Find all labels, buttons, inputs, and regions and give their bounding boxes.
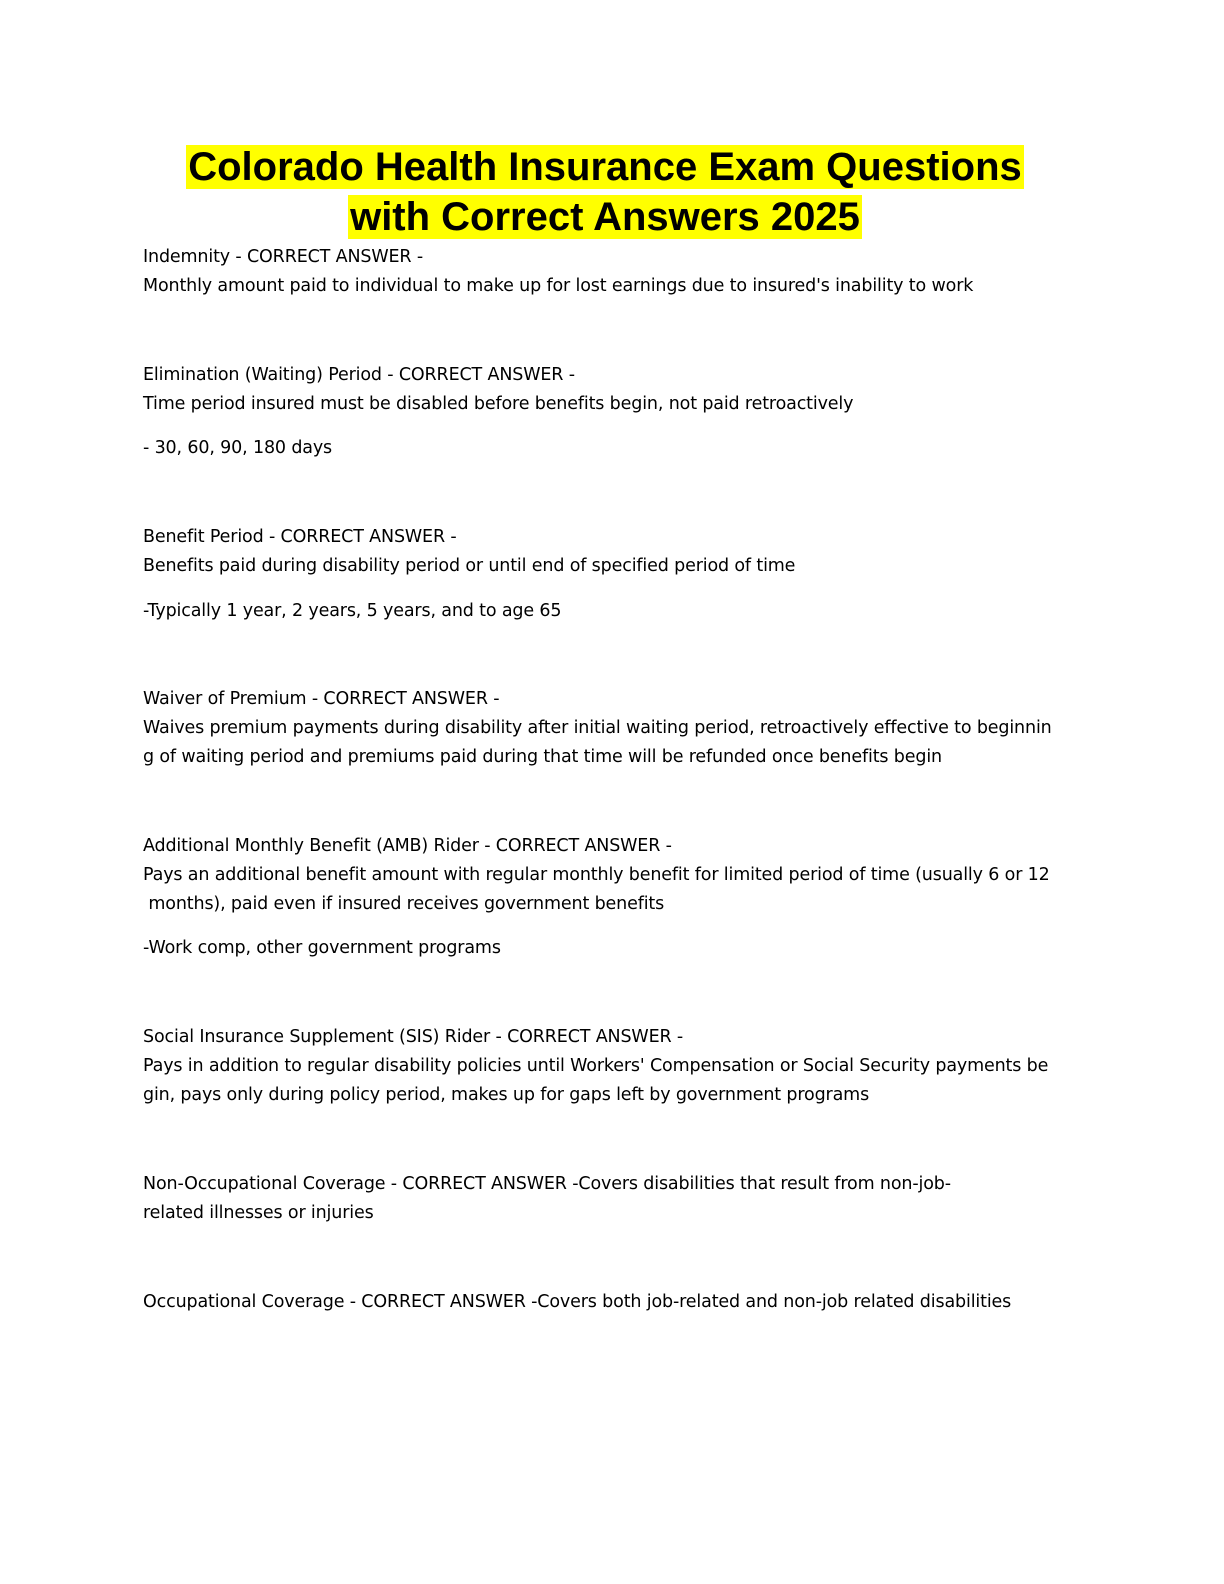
entry-4-question: Waiver of Premium - CORRECT ANSWER -	[143, 689, 500, 709]
entry-4-answer-line-1: Waives premium payments during disability after initial waiting period, retroactively effective to beginnin	[143, 718, 1052, 738]
entry-7-line-2: related illnesses or injuries	[143, 1203, 374, 1223]
document-title	[100, 142, 1110, 242]
entry-1-answer: Monthly amount paid to individual to make up for lost earnings due to insured's inability to work	[143, 276, 974, 296]
entry-5-answer-line-2: months), paid even if insured receives government benefits	[143, 894, 665, 914]
entry-4-answer-line-2: g of waiting period and premiums paid during that time will be refunded once benefits begin	[143, 747, 942, 767]
entry-2-question: Elimination (Waiting) Period - CORRECT ANSWER -	[143, 365, 575, 385]
entry-5-answer-line-1: Pays an additional benefit amount with regular monthly benefit for limited period of time (usually 6 or 12	[143, 865, 1050, 885]
entry-3-question: Benefit Period - CORRECT ANSWER -	[143, 527, 457, 547]
entry-3-note: -Typically 1 year, 2 years, 5 years, and to age 65	[143, 601, 562, 621]
entry-5-note: -Work comp, other government programs	[143, 938, 501, 958]
entry-3-answer: Benefits paid during disability period or until end of specified period of time	[143, 556, 796, 576]
entry-2-answer: Time period insured must be disabled before benefits begin, not paid retroactively	[143, 394, 854, 414]
entry-2-note: - 30, 60, 90, 180 days	[143, 438, 333, 458]
title-line-2: with Correct Answers 2025	[350, 195, 860, 239]
entry-8-line-1: Occupational Coverage - CORRECT ANSWER -Covers both job-related and non-job related disabilities	[143, 1292, 1012, 1312]
entry-1-question: Indemnity - CORRECT ANSWER -	[143, 247, 423, 267]
entry-7-line-1: Non-Occupational Coverage - CORRECT ANSWER -Covers disabilities that result from non-job-	[143, 1174, 951, 1194]
entry-5-question: Additional Monthly Benefit (AMB) Rider - CORRECT ANSWER -	[143, 836, 672, 856]
entry-6-answer-line-2: gin, pays only during policy period, makes up for gaps left by government programs	[143, 1085, 870, 1105]
title-line-1: Colorado Health Insurance Exam Questions	[188, 145, 1022, 189]
entry-6-answer-line-1: Pays in addition to regular disability policies until Workers' Compensation or Social Security payments be	[143, 1056, 1049, 1076]
entry-6-question: Social Insurance Supplement (SIS) Rider - CORRECT ANSWER -	[143, 1027, 684, 1047]
